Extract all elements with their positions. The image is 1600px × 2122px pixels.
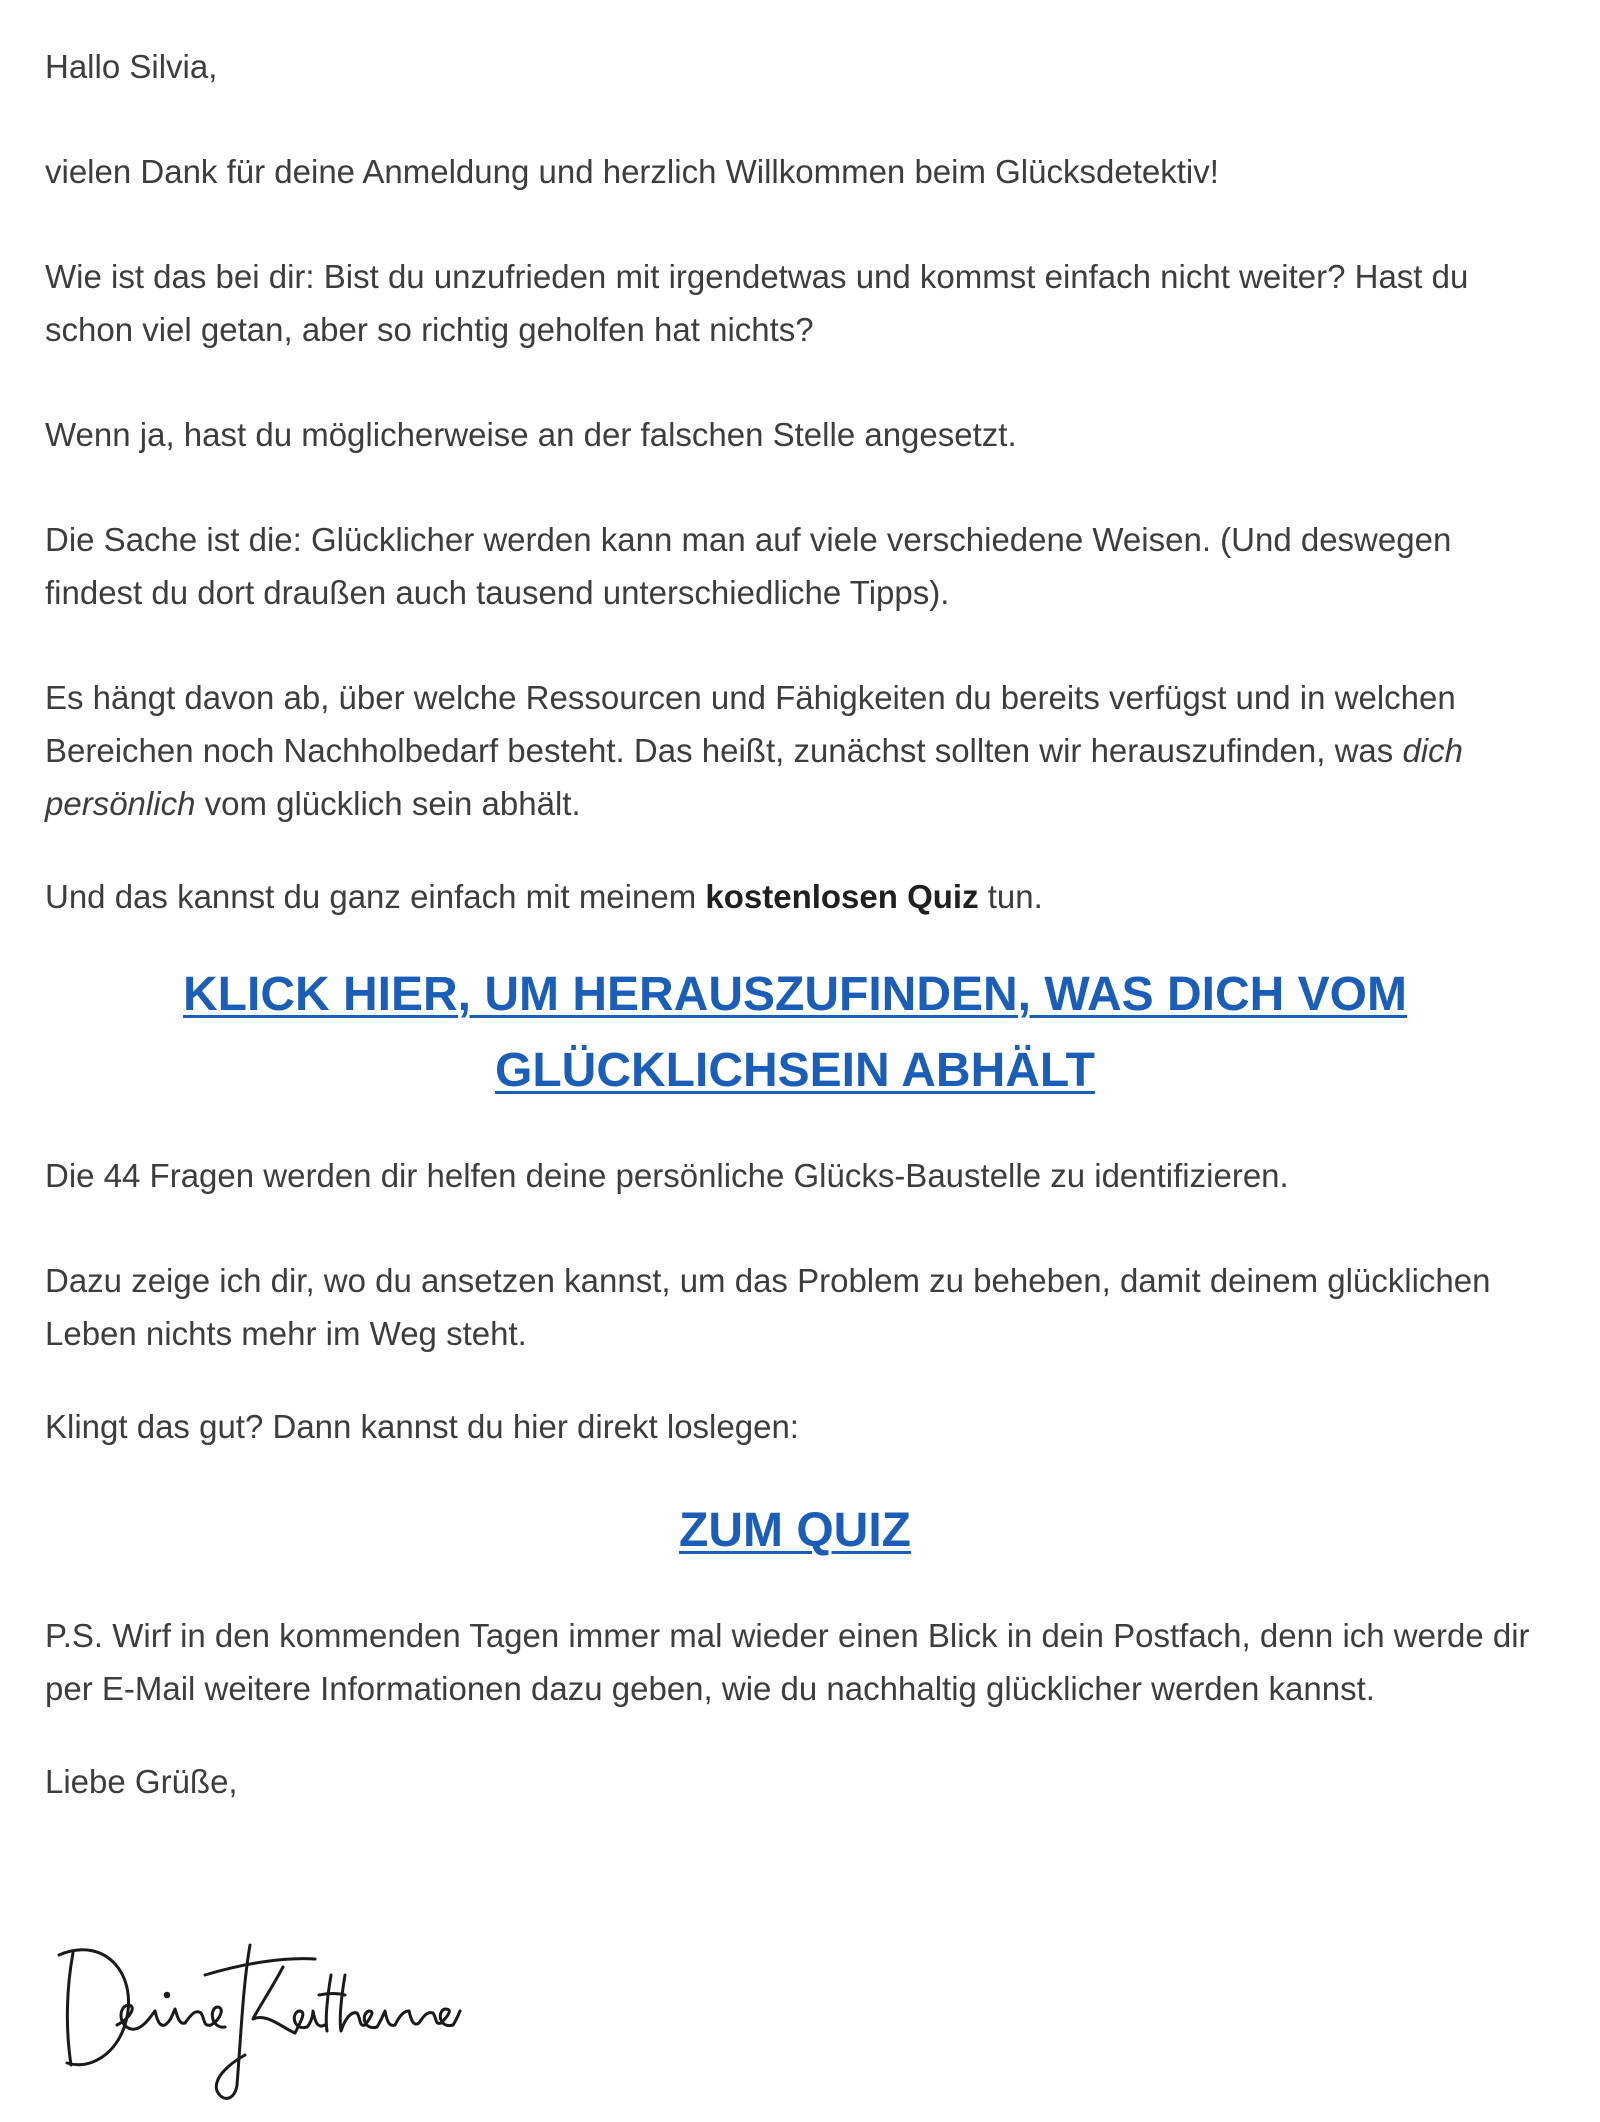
quiz-intro-text-2: tun. bbox=[978, 878, 1043, 915]
paragraph-sounds-good: Klingt das gut? Dann kannst du hier direkt loslegen: bbox=[45, 1408, 799, 1445]
paragraph-question: Wie ist das bei dir: Bist du unzufrieden mit irgendetwas und kommst einfach nicht weiter? Hast du schon viel getan, aber so richtig geholfen hat nichts? bbox=[45, 258, 1469, 348]
cta-quiz-wrapper bbox=[45, 1493, 1545, 1569]
paragraph-resources bbox=[45, 671, 1545, 830]
resources-text-1: Es hängt davon ab, über welche Ressourcen und Fähigkeiten du bereits verfügst und in welchen Bereichen noch Nachholbedarf besteht. Das heißt, zunächst sollten wir herauszufinden, was bbox=[45, 679, 1456, 769]
closing: Liebe Grüße, bbox=[45, 1763, 238, 1800]
cta-quiz-link[interactable]: ZUM QUIZ bbox=[679, 1504, 911, 1557]
paragraph-44-questions: Die 44 Fragen werden dir helfen deine persönliche Glücks-Baustelle zu identifizieren. bbox=[45, 1157, 1289, 1194]
cta-main-link[interactable] bbox=[183, 968, 1407, 1097]
quiz-intro-text-1: Und das kannst du ganz einfach mit meinem bbox=[45, 878, 706, 915]
resources-text-2: vom glücklich sein abhält. bbox=[195, 785, 581, 822]
paragraph-many-ways: Die Sache ist die: Glücklicher werden kann man auf viele verschiedene Weisen. (Und deswegen findest du dort draußen auch tausend unterschiedliche Tipps). bbox=[45, 521, 1452, 611]
signature-image bbox=[45, 1915, 465, 2105]
paragraph-show-you: Dazu zeige ich dir, wo du ansetzen kannst, um das Problem zu beheben, damit deinem glücklichen Leben nichts mehr im Weg steht. bbox=[45, 1262, 1491, 1352]
cta-main-line1: KLICK HIER, UM HERAUSZUFINDEN, WAS DICH VOM bbox=[183, 968, 1407, 1021]
resources-emphasis: dich persönlich bbox=[45, 732, 1463, 822]
paragraph-welcome: vielen Dank für deine Anmeldung und herzlich Willkommen beim Glücksdetektiv! bbox=[45, 153, 1219, 190]
greeting: Hallo Silvia, bbox=[45, 48, 218, 85]
paragraph-ps: P.S. Wirf in den kommenden Tagen immer mal wieder einen Blick in dein Postfach, denn ich werde dir per E-Mail weitere Informationen dazu geben, wie du nachhaltig glücklicher werden kannst. bbox=[45, 1617, 1530, 1707]
cta-main-line2: GLÜCKLICHSEIN ABHÄLT bbox=[495, 1044, 1095, 1097]
paragraph-quiz-intro bbox=[45, 870, 1545, 923]
cta-main-wrapper bbox=[45, 957, 1545, 1109]
paragraph-wrong-place: Wenn ja, hast du möglicherweise an der falschen Stelle angesetzt. bbox=[45, 416, 1017, 453]
signature-drawing bbox=[45, 1915, 465, 2105]
quiz-intro-bold: kostenlosen Quiz bbox=[705, 878, 979, 915]
email-body bbox=[45, 40, 1545, 1860]
